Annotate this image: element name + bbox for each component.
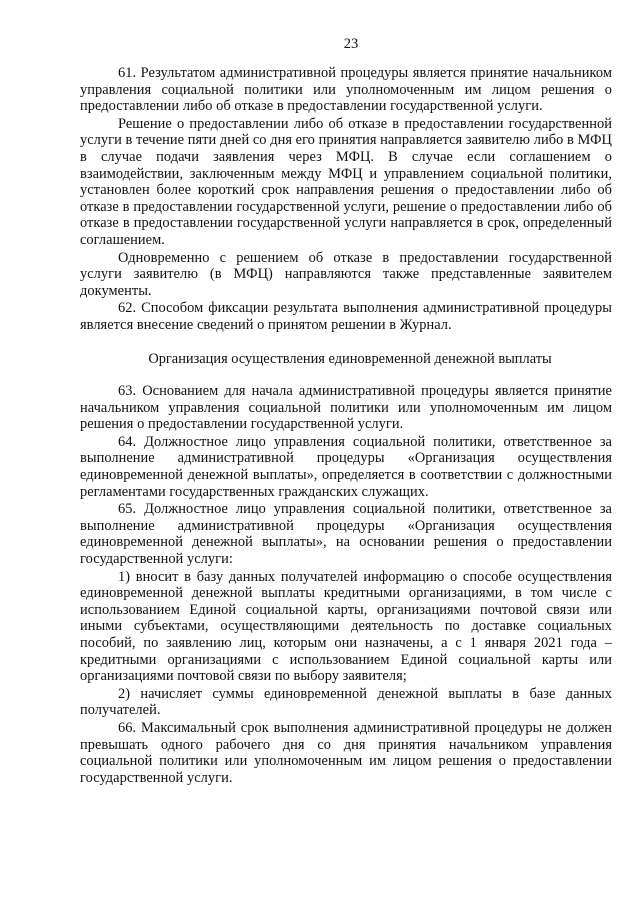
paragraph-63: 63. Основанием для начала административной процедуры является принятие начальником управления социальной политики или уполномоченным им лицом решения о предоставлении государственной услуги. [80,383,612,433]
paragraph-65-item-2: 2) начисляет суммы единовременной денежной выплаты в базе данных получателей. [80,685,612,719]
paragraph-65-item-1: 1) вносит в базу данных получателей информацию о способе осуществления единовременной денежной выплаты кредитными организациями, в том числе с использованием Единой социальной карты, организациями почтовой связи или иными субъектами, осуществляющими деятельность по доставке социальных пособий, по заявлению лиц, которым они назначены, а с 1 января 2021 года – кредитными организациями с использованием Единой социальной карты или организациями почтовой связи по выбору заявителя; [80,568,612,685]
page-number: 23 [343,36,359,52]
paragraph-61-documents: Одновременно с решением об отказе в предоставлении государственной услуги заявителю (в МФЦ) направляются также представленные заявителем документы. [80,249,612,299]
section-heading: Организация осуществления единовременной денежной выплаты [148,350,552,367]
paragraph-61-decision: Решение о предоставлении либо об отказе в предоставлении государственной услуги в течение пяти дней со дня его принятия направляется заявителю либо в МФЦ в случае подачи заявления через МФЦ. В случае если соглашением о взаимодействии, заключенным между МФЦ и управлением социальной политики, установлен более короткий срок направления решения о предоставлении либо об отказе в предоставлении государственной услуги, решение о предоставлении либо об отказе в предоставлении государственной услуги направляется в срок, определенный соглашением. [80,115,612,248]
paragraph-65: 65. Должностное лицо управления социальной политики, ответственное за выполнение административной процедуры «Организация осуществления единовременной денежной выплаты», на основании решения о предоставлении государственной услуги: [80,501,612,568]
paragraph-62: 62. Способом фиксации результата выполнения административной процедуры является внесение сведений о принятом решении в Журнал. [80,300,612,333]
paragraph-61: 61. Результатом административной процедуры является принятие начальником управления социальной политики или уполномоченным им лицом решения о предоставлении либо об отказе в предоставлении государственной услуги. [80,65,612,115]
paragraph-66: 66. Максимальный срок выполнения административной процедуры не должен превышать одного рабочего дня со дня принятия начальником управления социальной политики или уполномоченным им лицом решения о предоставлении государственной услуги. [80,719,612,786]
paragraph-64: 64. Должностное лицо управления социальной политики, ответственное за выполнение административной процедуры «Организация осуществления единовременной денежной выплаты», определяется в соответствии с должностными регламентами государственных гражданских служащих. [80,433,612,500]
